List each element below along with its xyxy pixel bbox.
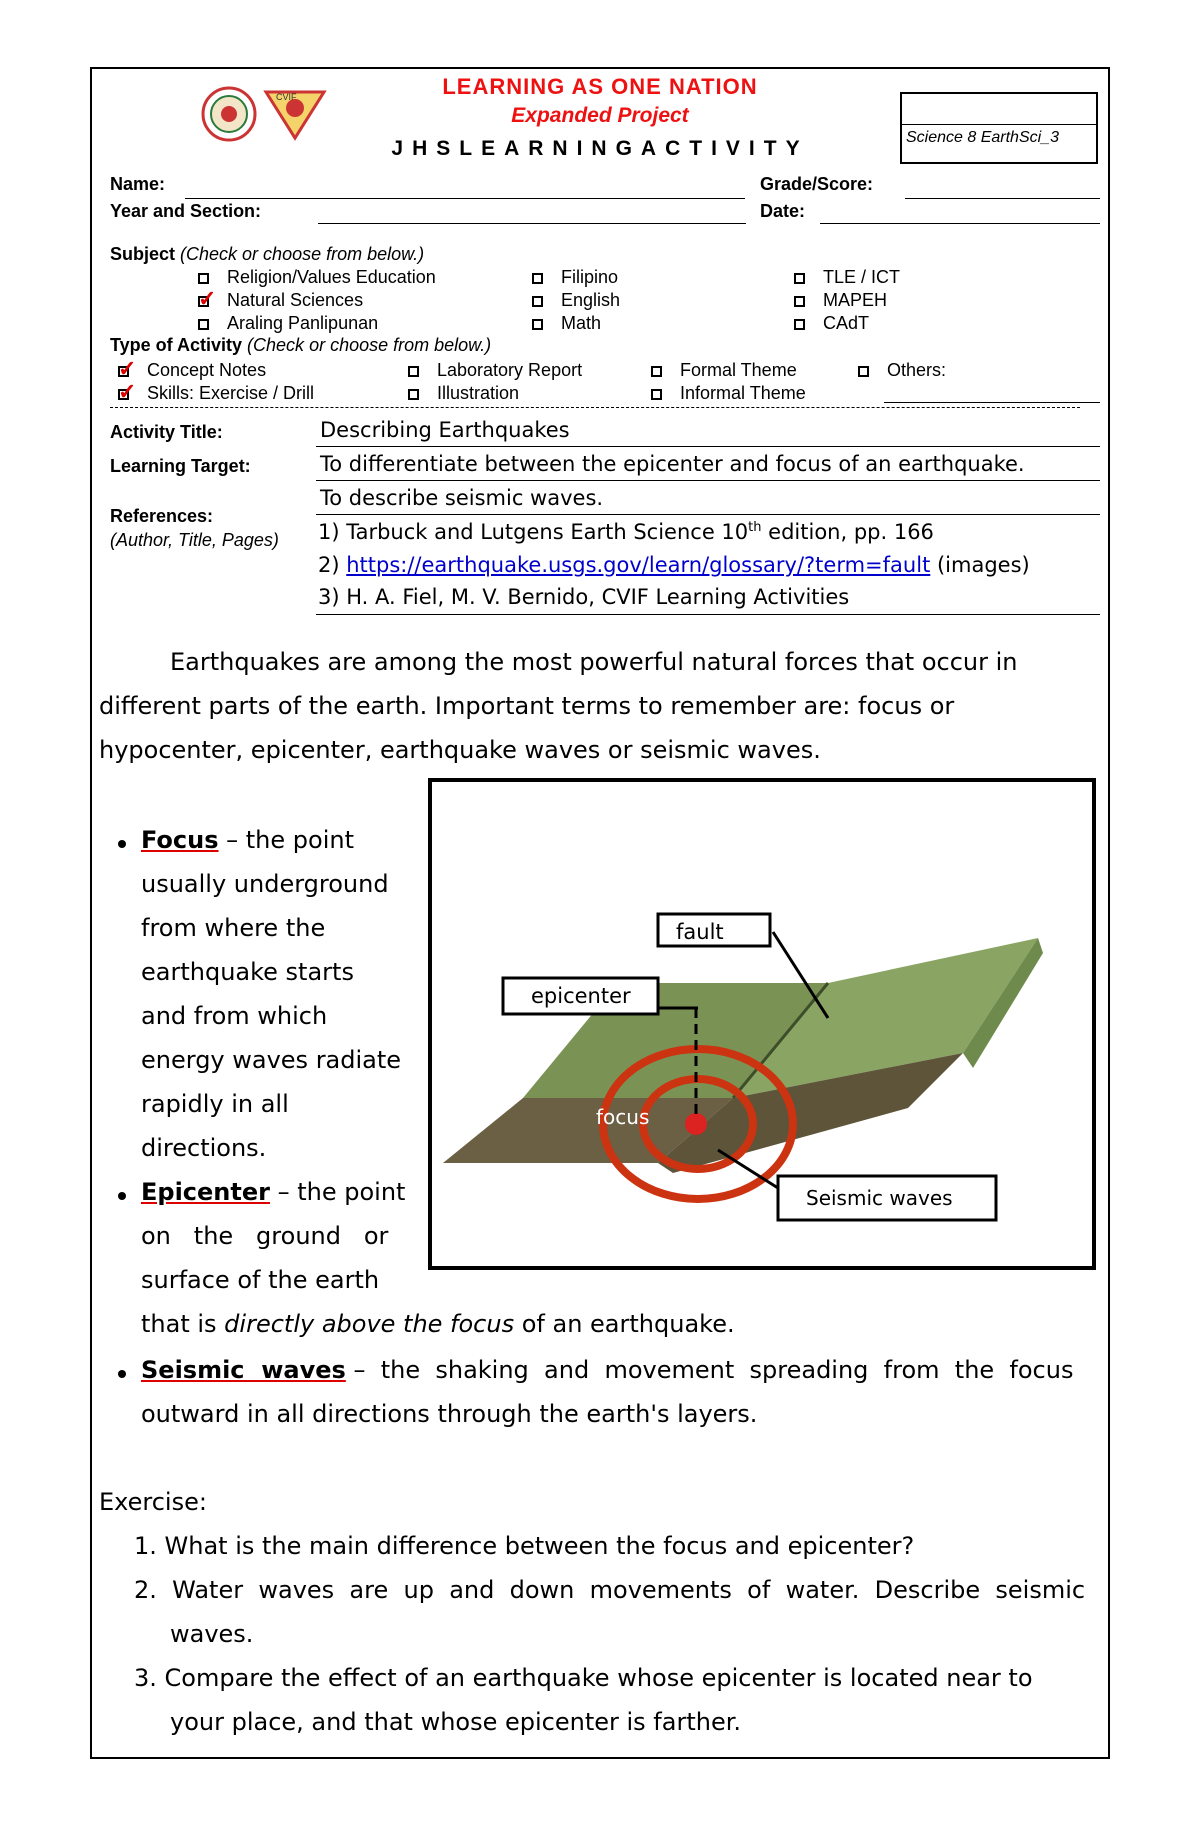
- activity-heading: JHSLEARNINGACTIVITY: [391, 137, 809, 160]
- bullet-icon: [118, 1192, 126, 1200]
- seismic-line: outward in all directions through the earth's layers.: [141, 1400, 758, 1428]
- exercise-heading: Exercise:: [99, 1488, 207, 1516]
- subject-option[interactable]: Araling Panlipunan: [198, 313, 378, 334]
- intro-line-2: different parts of the earth. Important terms to remember are: focus or: [99, 692, 955, 720]
- checkbox[interactable]: [858, 366, 869, 377]
- reference-1: 1) Tarbuck and Lutgens Earth Science 10th edition, pp. 166: [318, 520, 934, 544]
- checkbox[interactable]: [532, 296, 543, 307]
- section-label: Year and Section:: [110, 201, 262, 221]
- activity-title: Describing Earthquakes: [320, 418, 570, 442]
- epicenter-line: that is directly above the focus of an earthquake.: [141, 1310, 735, 1338]
- rule: [316, 446, 1100, 447]
- checkbox[interactable]: [532, 319, 543, 330]
- seismic-term: Seismic waves: [141, 1356, 346, 1384]
- rule: [316, 614, 1100, 615]
- focus-label: focus: [596, 1105, 650, 1129]
- section-divider: [110, 407, 1080, 408]
- subject-label: Subject: [110, 244, 176, 264]
- focus-term: Focus: [141, 826, 219, 854]
- epicenter-label: epicenter: [531, 984, 631, 1008]
- grade-label: Grade/Score:: [760, 174, 874, 194]
- date-field[interactable]: [820, 223, 1100, 224]
- focus-line: rapidly in all: [141, 1090, 289, 1118]
- checkbox[interactable]: [198, 273, 209, 284]
- reference-3: 3) H. A. Fiel, M. V. Bernido, CVIF Learning Activities: [318, 585, 850, 609]
- learning-target-1: To differentiate between the epicenter and focus of an earthquake.: [320, 452, 1025, 476]
- subject-option[interactable]: TLE / ICT: [794, 267, 900, 288]
- checkbox[interactable]: [651, 366, 662, 377]
- subject-option[interactable]: ✓ Natural Sciences: [198, 285, 364, 311]
- activity-type-option[interactable]: Informal Theme: [651, 383, 806, 404]
- subject-option[interactable]: CAdT: [794, 313, 869, 334]
- activity-type-heading: [110, 335, 491, 356]
- others-field[interactable]: [884, 402, 1100, 403]
- intro-line-3: hypocenter, epicenter, earthquake waves or seismic waves.: [99, 736, 821, 764]
- subject-option[interactable]: Math: [532, 313, 601, 334]
- focus-line: earthquake starts: [141, 958, 354, 986]
- subject-option[interactable]: Filipino: [532, 267, 618, 288]
- references-label: References:: [110, 506, 214, 526]
- epicenter-term: Epicenter: [141, 1178, 270, 1206]
- bullet-icon: [118, 1370, 126, 1378]
- checkbox-checked[interactable]: [118, 378, 137, 404]
- activity-title-label: Activity Title:: [110, 422, 223, 442]
- focus-line: directions.: [141, 1134, 267, 1162]
- checkbox[interactable]: [794, 273, 805, 284]
- earthquake-diagram: [428, 778, 1096, 1270]
- focus-line: usually underground: [141, 870, 389, 898]
- activity-type-option[interactable]: Illustration: [408, 383, 519, 404]
- checkbox[interactable]: [794, 296, 805, 307]
- focus-line: from where the: [141, 914, 326, 942]
- activity-type-option[interactable]: Laboratory Report: [408, 360, 582, 381]
- rule: [316, 480, 1100, 481]
- checkbox[interactable]: [408, 366, 419, 377]
- section-field[interactable]: [318, 223, 746, 224]
- bullet-icon: [118, 840, 126, 848]
- exercise-question-1: 1. What is the main difference between the focus and epicenter?: [134, 1532, 915, 1560]
- learning-target-2: To describe seismic waves.: [320, 486, 604, 510]
- header-subtitle: Expanded Project: [511, 104, 689, 127]
- focus-definition: Focus – the point: [141, 826, 354, 854]
- checkbox[interactable]: [408, 389, 419, 400]
- activity-code: Science 8 EarthSci_3: [906, 129, 1059, 146]
- activity-type-option[interactable]: Formal Theme: [651, 360, 797, 381]
- references-hint: (Author, Title, Pages): [110, 530, 279, 550]
- check-mark-icon: ✓: [118, 378, 137, 404]
- grade-field[interactable]: [905, 198, 1100, 199]
- checkbox-checked[interactable]: [118, 355, 137, 381]
- header-title: LEARNING AS ONE NATION: [442, 74, 758, 99]
- name-field[interactable]: [185, 198, 745, 199]
- epicenter-line: on the ground or: [141, 1222, 389, 1250]
- learning-target-label: Learning Target:: [110, 456, 251, 476]
- name-label: Name:: [110, 174, 166, 194]
- exercise-question-3-cont: your place, and that whose epicenter is farther.: [170, 1708, 742, 1736]
- epicenter-line: surface of the earth: [141, 1266, 380, 1294]
- subject-hint: (Check or choose from below.): [180, 244, 425, 264]
- reference-link[interactable]: https://earthquake.usgs.gov/learn/glossary/?term=fault: [346, 553, 931, 577]
- exercise-question-2-cont: waves.: [170, 1620, 254, 1648]
- reference-2: 2) https://earthquake.usgs.gov/learn/glossary/?term=fault (images): [318, 553, 1030, 577]
- checkbox[interactable]: [198, 319, 209, 330]
- date-label: Date:: [760, 201, 806, 221]
- activity-type-hint: (Check or choose from below.): [247, 335, 492, 355]
- seismic-label: Seismic waves: [806, 1186, 953, 1210]
- subject-option[interactable]: English: [532, 290, 620, 311]
- check-mark-icon: ✓: [118, 355, 137, 381]
- exercise-question-2: 2. Water waves are up and down movements of water. Describe seismic: [134, 1576, 1086, 1604]
- intro-line-1: Earthquakes are among the most powerful natural forces that occur in: [170, 648, 1018, 676]
- checkbox-checked[interactable]: [198, 285, 217, 311]
- focus-point: [685, 1113, 707, 1135]
- fault-label: fault: [676, 920, 724, 944]
- checkbox[interactable]: [532, 273, 543, 284]
- check-mark-icon: ✓: [198, 285, 217, 311]
- checkbox[interactable]: [794, 319, 805, 330]
- subject-option[interactable]: MAPEH: [794, 290, 887, 311]
- seismic-definition: Seismic waves – the shaking and movement spreading from the focus: [141, 1356, 1074, 1384]
- svg-text:CVIF: CVIF: [276, 92, 297, 102]
- focus-line: and from which: [141, 1002, 328, 1030]
- exercise-question-3: 3. Compare the effect of an earthquake whose epicenter is located near to: [134, 1664, 1033, 1692]
- activity-code-box: [900, 92, 1098, 164]
- activity-type-option[interactable]: Others:: [858, 360, 946, 381]
- activity-type-label: Type of Activity: [110, 335, 243, 355]
- focus-line: energy waves radiate: [141, 1046, 402, 1074]
- activity-type-option[interactable]: ✓ Skills: Exercise / Drill: [118, 378, 315, 404]
- checkbox[interactable]: [651, 389, 662, 400]
- subject-heading: [110, 244, 424, 265]
- activity-type-option[interactable]: ✓ Concept Notes: [118, 355, 267, 381]
- rule: [316, 514, 1100, 515]
- subject-option[interactable]: Religion/Values Education: [198, 267, 436, 288]
- epicenter-definition: Epicenter – the point: [141, 1178, 406, 1206]
